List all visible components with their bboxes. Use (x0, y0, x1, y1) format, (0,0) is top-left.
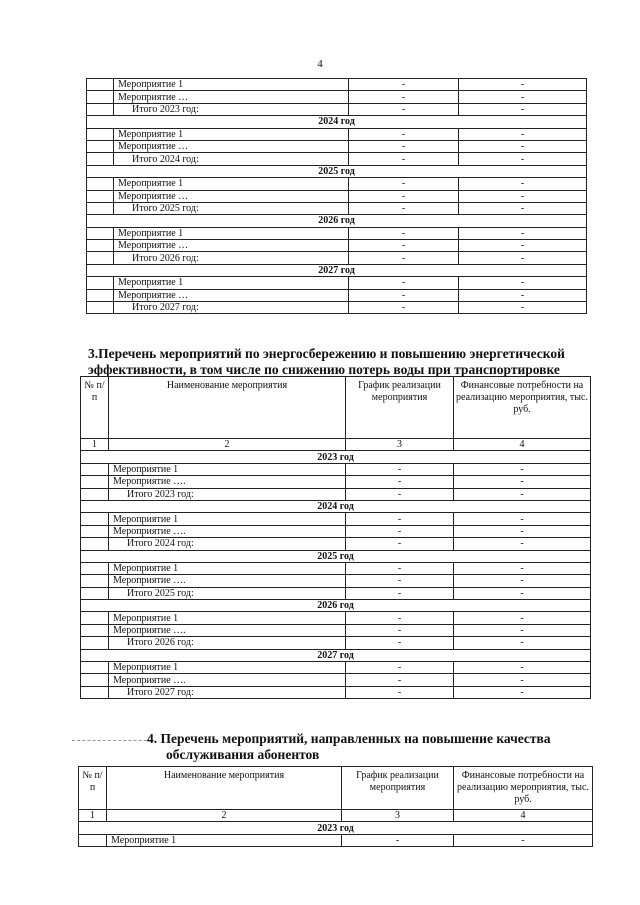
year-row: 2024 год (81, 500, 591, 512)
col-num-header: № п/п (81, 377, 109, 439)
total-row: Итого 2026 год: - - (81, 637, 591, 649)
table-row: Мероприятие …. - - (81, 476, 591, 488)
total-row: Итого 2025 год: - - (87, 202, 587, 214)
total-row: Итого 2026 год: - - (87, 252, 587, 264)
divider (72, 740, 152, 741)
table-row: Мероприятие 1 - - (81, 562, 591, 574)
total-row: Итого 2023 год: - - (81, 488, 591, 500)
table-row: Мероприятие … - - (87, 289, 587, 301)
table-row: Мероприятие 1 - - (87, 227, 587, 239)
table-row: Мероприятие …. - - (81, 525, 591, 537)
col-schedule-header: График реализации мероприятия (346, 377, 454, 439)
col-num-header: № п/п (79, 767, 107, 810)
table-header-row (81, 377, 591, 439)
table-row: Мероприятие …. - - (81, 674, 591, 686)
table-row: Мероприятие 1 - - (81, 463, 591, 475)
total-row: Итого 2027 год: - - (87, 302, 587, 314)
table-row: Мероприятие 1 - - (87, 178, 587, 190)
table-row: Мероприятие 1 - - (81, 662, 591, 674)
year-row: 2027 год (81, 649, 591, 661)
year-row: 2025 год (81, 550, 591, 562)
col-name-header: Наименование мероприятия (107, 767, 342, 810)
total-row: Итого 2024 год: - - (87, 153, 587, 165)
page-number: 4 (317, 58, 323, 70)
table-header-row (79, 767, 593, 810)
year-row: 2025 год (87, 165, 587, 177)
table-row: Мероприятие … - - (87, 140, 587, 152)
column-numbers-row: 1 2 3 4 (79, 810, 593, 822)
section3-heading: 3.Перечень мероприятий по энергосбережению и повышению энергетической эффективности, в том числе по снижению потерь воды при транспортировке (88, 346, 565, 377)
year-row: 2024 год (87, 116, 587, 128)
table-row: Мероприятие 1 - - (79, 834, 593, 846)
column-numbers-row: 1 2 3 4 (81, 439, 591, 451)
table-row: Мероприятие …. - - (81, 624, 591, 636)
total-row: Итого 2024 год: - - (81, 538, 591, 550)
section4-heading: 4. Перечень мероприятий, направленных на повышение качества обслуживания абонентов (147, 731, 551, 762)
year-row: 2026 год (87, 215, 587, 227)
year-row: 2023 год (81, 451, 591, 463)
table-row: Мероприятие 1 - - (81, 513, 591, 525)
table-row: Мероприятие …. - - (81, 575, 591, 587)
year-row: 2027 год (87, 264, 587, 276)
year-row: 2026 год (81, 600, 591, 612)
table-row: Мероприятие … - - (87, 240, 587, 252)
col-finance-header: Финансовые потребности на реализацию мероприятия, тыс. руб. (454, 377, 591, 439)
total-row: Итого 2023 год: - - (87, 103, 587, 115)
total-row: Итого 2025 год: - - (81, 587, 591, 599)
total-row: Итого 2027 год: - - (81, 686, 591, 698)
table-row: Мероприятие 1 - - (81, 612, 591, 624)
year-row: 2023 год (79, 822, 593, 834)
table-continuation (86, 78, 587, 314)
col-name-header: Наименование мероприятия (109, 377, 346, 439)
table-row: Мероприятие 1 - - (87, 79, 587, 91)
col-schedule-header: График реализации мероприятия (342, 767, 454, 810)
table-row: Мероприятие … - - (87, 91, 587, 103)
col-finance-header: Финансовые потребности на реализацию мероприятия, тыс. руб. (454, 767, 593, 810)
table-section3 (80, 376, 591, 699)
table-row: Мероприятие … - - (87, 190, 587, 202)
table-row: Мероприятие 1 - - (87, 128, 587, 140)
table-row: Мероприятие 1 - - (87, 277, 587, 289)
table-section4 (78, 766, 593, 847)
